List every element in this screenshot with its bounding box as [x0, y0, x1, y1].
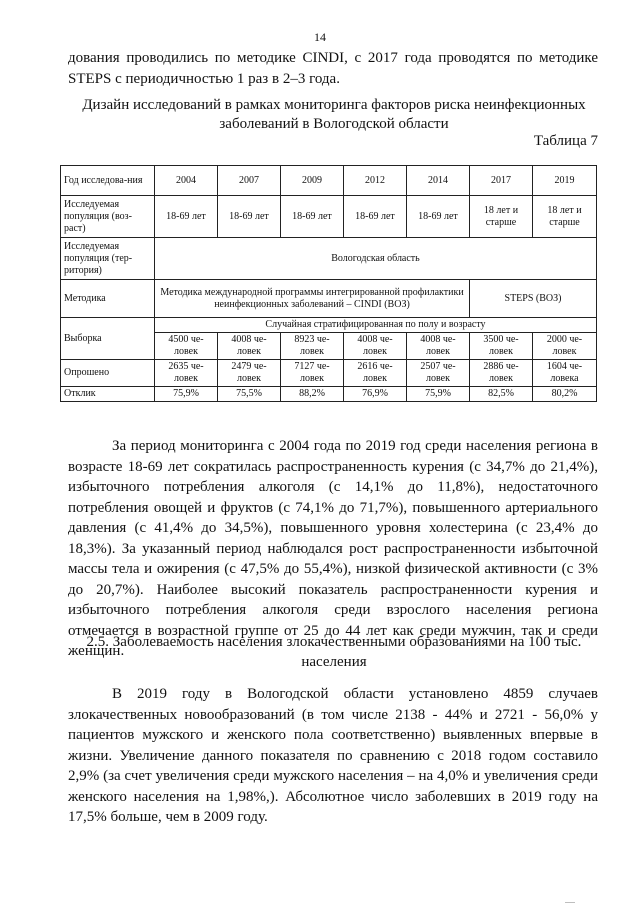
year-cell: 2014 [407, 166, 470, 196]
response-cell: 75,5% [218, 387, 281, 402]
sample-cell: 4008 че-ловек [407, 333, 470, 360]
population-cell: 18-69 лет [407, 196, 470, 238]
response-cell: 76,9% [344, 387, 407, 402]
population-cell: 18-69 лет [344, 196, 407, 238]
population-cell: 18 лет и старше [470, 196, 533, 238]
year-cell: 2004 [155, 166, 218, 196]
table-row-method [61, 280, 597, 318]
surveyed-cell: 2616 че-ловек [344, 360, 407, 387]
method-cindi-cell: Методика международной программы интегрированной профилактики неинфекционных заболеваний – CINDI (ВОЗ) [155, 280, 470, 318]
surveyed-cell: 2479 че-ловек [218, 360, 281, 387]
row-header-population-territory: Исследуемая популяция (тер-ритория) [61, 238, 155, 280]
footer-mark: ..... [565, 896, 575, 905]
response-cell: 75,9% [155, 387, 218, 402]
sample-note-cell: Случайная стратифицированная по полу и возрасту [155, 318, 597, 333]
year-cell: 2019 [533, 166, 597, 196]
surveyed-cell: 1604 че-ловека [533, 360, 597, 387]
surveyed-cell: 2886 че-ловек [470, 360, 533, 387]
section-heading: 2.5. Заболеваемость населения злокачественными образованиями на 100 тыс. населения [86, 634, 582, 670]
sample-cell: 4008 че-ловек [344, 333, 407, 360]
year-cell: 2012 [344, 166, 407, 196]
sample-cell: 4008 че-ловек [218, 333, 281, 360]
sample-cell: 4500 че-ловек [155, 333, 218, 360]
table-row-response [61, 387, 597, 402]
sample-cell: 8923 че-ловек [281, 333, 344, 360]
year-cell: 2009 [281, 166, 344, 196]
research-design-table [60, 165, 597, 402]
response-cell: 88,2% [281, 387, 344, 402]
population-cell: 18-69 лет [155, 196, 218, 238]
response-cell: 75,9% [407, 387, 470, 402]
row-header-year: Год исследова-ния [61, 166, 155, 196]
population-cell: 18-69 лет [281, 196, 344, 238]
table-row-year [61, 166, 597, 196]
territory-cell: Вологодская область [155, 238, 597, 280]
table-row-sample-note [61, 318, 597, 333]
table-row-population-territory [61, 238, 597, 280]
table-label: Таблица 7 [533, 133, 598, 149]
population-cell: 18 лет и старше [533, 196, 597, 238]
response-cell: 80,2% [533, 387, 597, 402]
page-number: 14 [314, 30, 326, 44]
surveyed-cell: 2635 че-ловек [155, 360, 218, 387]
row-header-method: Методика [61, 280, 155, 318]
year-cell: 2017 [470, 166, 533, 196]
table-row-population-age [61, 196, 597, 238]
row-header-sample: Выборка [61, 318, 155, 360]
monitoring-paragraph: За период мониторинга с 2004 года по 2019 год среди населения региона в возрасте 18-69 лет сократилась распространенность курения (с 34,7% до 21,4%), избыточного потребления алкоголя (с 14,1% до 11,8%), недостаточного потребления овощей и фруктов (с 74,1% до 71,7%), повышенного артериального давления (с 41,4% до 34,5%), повышенного уровня холестерина (с 23,4% до 18,3%). За указанный период наблюдался рост распространенности избыточной массы тела и ожирения (с 47,5% до 55,4%), низкой физической активности (с 3% до 20,7%). Наиболее высокий показатель распространенности курения и избыточного потребления алкоголя среди взрослого населения региона отмечается в возрастной группе от 25 до 44 лет как среди мужчин, так и среди женщин. [68, 438, 598, 659]
year-cell: 2007 [218, 166, 281, 196]
sample-cell: 2000 че-ловек [533, 333, 597, 360]
row-header-population-age: Исследуемая популяция (воз-раст) [61, 196, 155, 238]
surveyed-cell: 2507 че-ловек [407, 360, 470, 387]
response-cell: 82,5% [470, 387, 533, 402]
row-header-response: Отклик [61, 387, 155, 402]
table-caption: Дизайн исследований в рамках мониторинга факторов риска неинфекционных заболеваний в Вологодской области [82, 97, 586, 132]
sample-cell: 3500 че-ловек [470, 333, 533, 360]
method-steps-cell: STEPS (ВОЗ) [470, 280, 597, 318]
oncology-paragraph: В 2019 году в Вологодской области установлено 4859 случаев злокачественных новообразований (в том числе 2138 - 44% и 2721 - 56,0% у пациентов мужского и женского пола соответственно) выявленных впервые в жизни. Увеличение данного показателя по сравнению с 2018 годом составило 2,9% (за счет увеличения среди мужского населения – на 4,0% и увеличения среди женского населения на 1,98%,). Абсолютное число заболевших в 2019 году на 17,5% больше, чем в 2009 году. [68, 686, 598, 825]
row-header-surveyed: Опрошено [61, 360, 155, 387]
population-cell: 18-69 лет [218, 196, 281, 238]
table-row-surveyed [61, 360, 597, 387]
intro-paragraph: дования проводились по методике CINDI, с 2017 года проводятся по методике STEPS с периодичностью 1 раз в 2–3 года. [68, 50, 598, 87]
surveyed-cell: 7127 че-ловек [281, 360, 344, 387]
